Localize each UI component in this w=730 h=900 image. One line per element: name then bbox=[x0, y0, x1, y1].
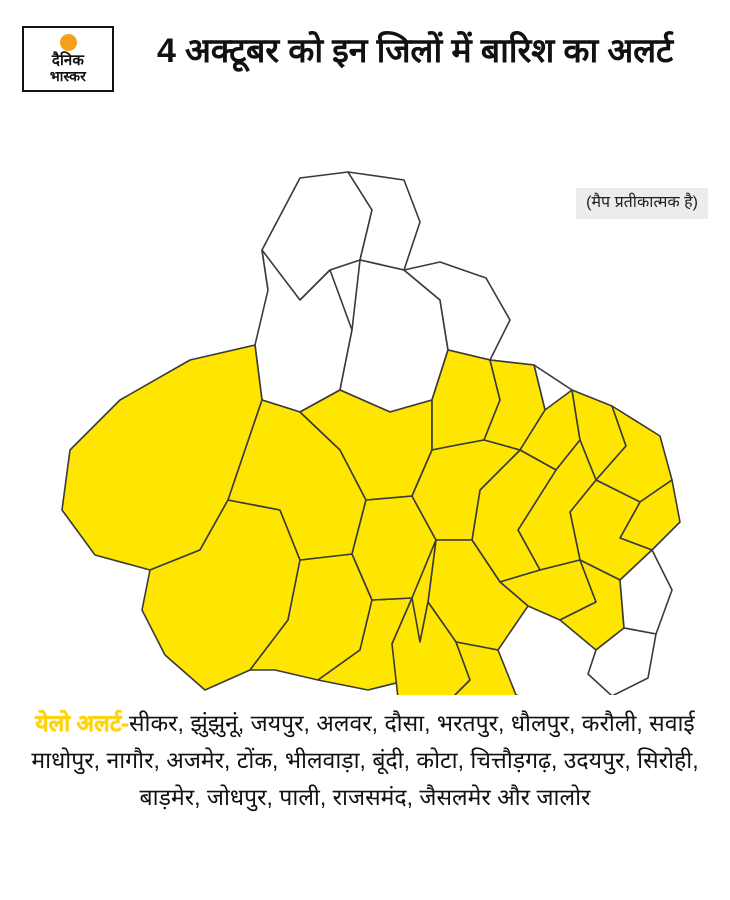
legend bbox=[28, 705, 702, 816]
page-title: 4 अक्टूबर को इन जिलों में बारिश का अलर्ट bbox=[157, 32, 673, 70]
sun-icon bbox=[60, 34, 77, 51]
map-svg bbox=[0, 150, 730, 695]
brand-logo bbox=[22, 26, 114, 92]
legend-label: येलो अलर्ट- bbox=[35, 710, 129, 736]
header bbox=[0, 0, 730, 150]
legend-districts: सीकर, झुंझुनूं, जयपुर, अलवर, दौसा, भरतपुर, धौलपुर, करौली, सवाई माधोपुर, नागौर, अजमेर, टोंक, भीलवाड़ा, बूंदी, कोटा, चित्तौड़गढ़, उदयपुर, सिरोही, बाड़मेर, जोधपुर, पाली, राजसमंद, जैसलमेर और जालोर bbox=[31, 710, 699, 810]
brand-line2: भास्कर bbox=[49, 68, 87, 84]
map-disclaimer: (मैप प्रतीकात्मक है) bbox=[576, 188, 708, 219]
rajasthan-map bbox=[0, 150, 730, 695]
brand-line1: दैनिक bbox=[51, 52, 85, 69]
